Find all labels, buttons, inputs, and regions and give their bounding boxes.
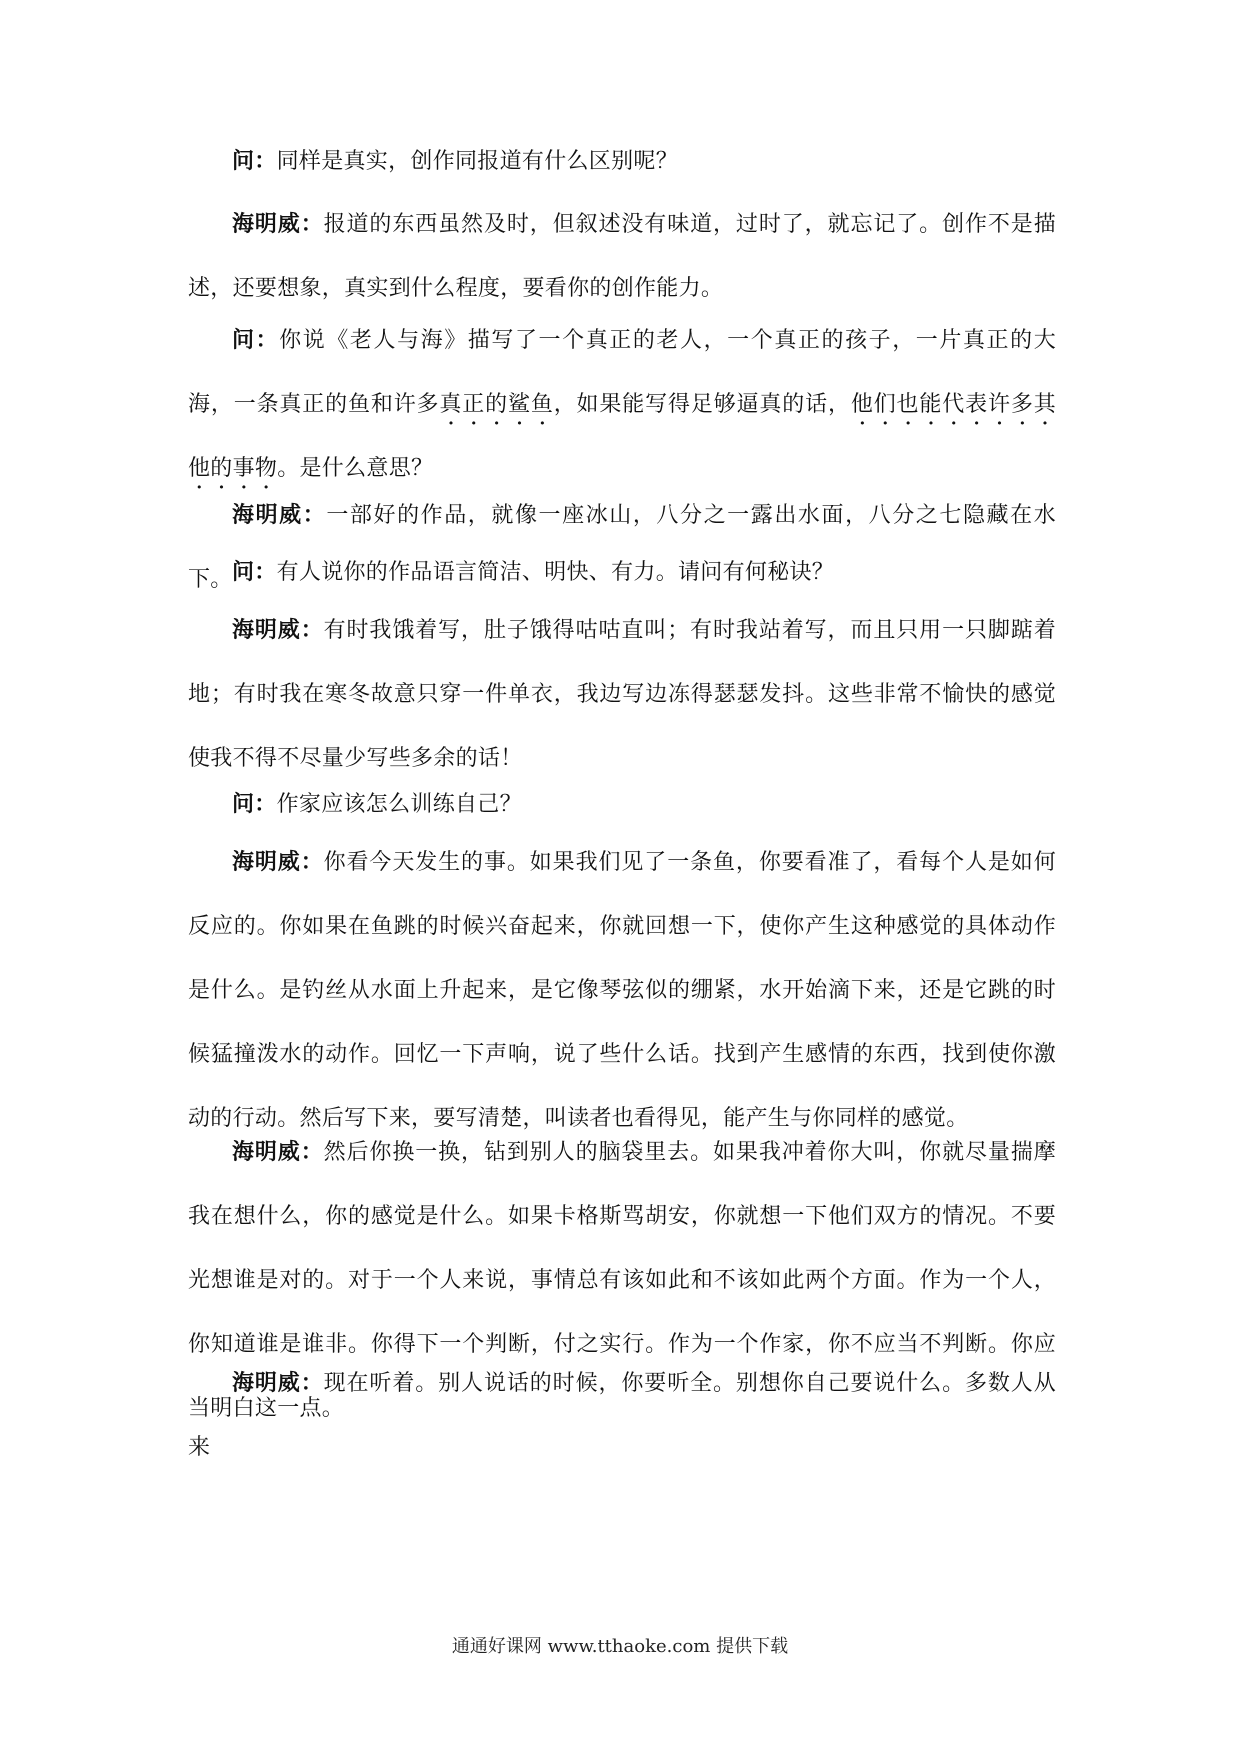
paragraph-question-4	[188, 773, 1056, 837]
speaker-label: 海明威：	[232, 1371, 324, 1396]
paragraph-text: 你看今天发生的事。如果我们见了一条鱼，你要看准了，看每个人是如何反应的。你如果在鱼跳的时候兴奋起来，你就回想一下，使你产生这种感觉的具体动作是什么。是钓丝从水面上升起来，是它像琴弦似的绷紧，水开始滴下来，还是它跳的时候猛撞泼水的动作。回忆一下声响，说了些什么话。找到产生感情的东西，找到使你激动的行动。然后写下来，要写清楚，叫读者也看得见，能产生与你同样的感觉。	[188, 850, 1056, 1131]
speaker-label: 海明威：	[232, 850, 324, 875]
paragraph-text: 现在听着。别人说话的时候，你要听全。别想你自己要说什么。多数人从来	[188, 1371, 1056, 1460]
paragraph-answer-6	[188, 1352, 1056, 1480]
paragraph-text: 作家应该怎么训练自己？	[276, 792, 522, 817]
paragraph-question-1	[188, 130, 1056, 194]
paragraph-text: 同样是真实，创作同报道有什么区别呢？	[276, 149, 679, 174]
page-footer: 通通好课网 www.tthaoke.com 提供下载	[451, 1636, 789, 1657]
speaker-label: 海明威：	[232, 212, 324, 237]
speaker-label: 问：	[232, 560, 277, 585]
speaker-label: 海明威：	[232, 618, 324, 643]
paragraph-text: 然后你换一换，钻到别人的脑袋里去。如果我冲着你大叫，你就尽量揣摩我在想什么，你的感觉是什么。如果卡格斯骂胡安，你就想一下他们双方的情况。不要光想谁是对的。对于一个人来说，事情总有该如此和不该如此两个方面。作为一个人，你知道谁是谁非。你得下一个判断，付之实行。作为一个作家，你不应当不判断。你应当明白这一点。	[188, 1140, 1056, 1421]
speaker-label: 海明威：	[232, 503, 327, 528]
paragraph-text: 报道的东西虽然及时，但叙述没有味道，过时了，就忘记了。创作不是描述，还要想象，真实到什么程度，要看你的创作能力。	[188, 212, 1056, 301]
paragraph-text: ，如果能写得足够逼真的话，	[553, 392, 851, 417]
paragraph-text: 你说《老人与海》描写了一个真正的老人，一个真正的孩子，一片真正的大海，一条真正的鱼和许多	[188, 328, 1057, 417]
speaker-label: 问：	[232, 328, 280, 353]
paragraph-answer-4	[188, 831, 1056, 1151]
paragraph-question-3	[188, 541, 1056, 605]
speaker-label: 海明威：	[232, 1140, 324, 1165]
speaker-label: 问：	[232, 792, 277, 817]
paragraph-answer-3	[188, 599, 1056, 791]
speaker-label: 问：	[232, 149, 277, 174]
paragraph-text: 。是什么意思？	[277, 456, 434, 481]
paragraph-answer-1	[188, 193, 1056, 321]
paragraph-text: 有人说你的作品语言简洁、明快、有力。请问有何秘诀？	[276, 560, 835, 585]
emphasis-text: 他们也能代表许多其他的事物	[188, 392, 1056, 481]
paragraph-text: 一部好的作品，就像一座冰山，八分之一露出水面，八分之七隐藏在水下。	[188, 503, 1056, 592]
emphasis-text: 真正的鲨鱼	[439, 392, 554, 417]
paragraph-text: 有时我饿着写，肚子饿得咕咕直叫；有时我站着写，而且只用一只脚踮着地；有时我在寒冬故意只穿一件单衣，我边写边冻得瑟瑟发抖。这些非常不愉快的感觉使我不得不尽量少写些多余的话！	[188, 618, 1056, 771]
paragraph-question-2	[188, 309, 1056, 501]
